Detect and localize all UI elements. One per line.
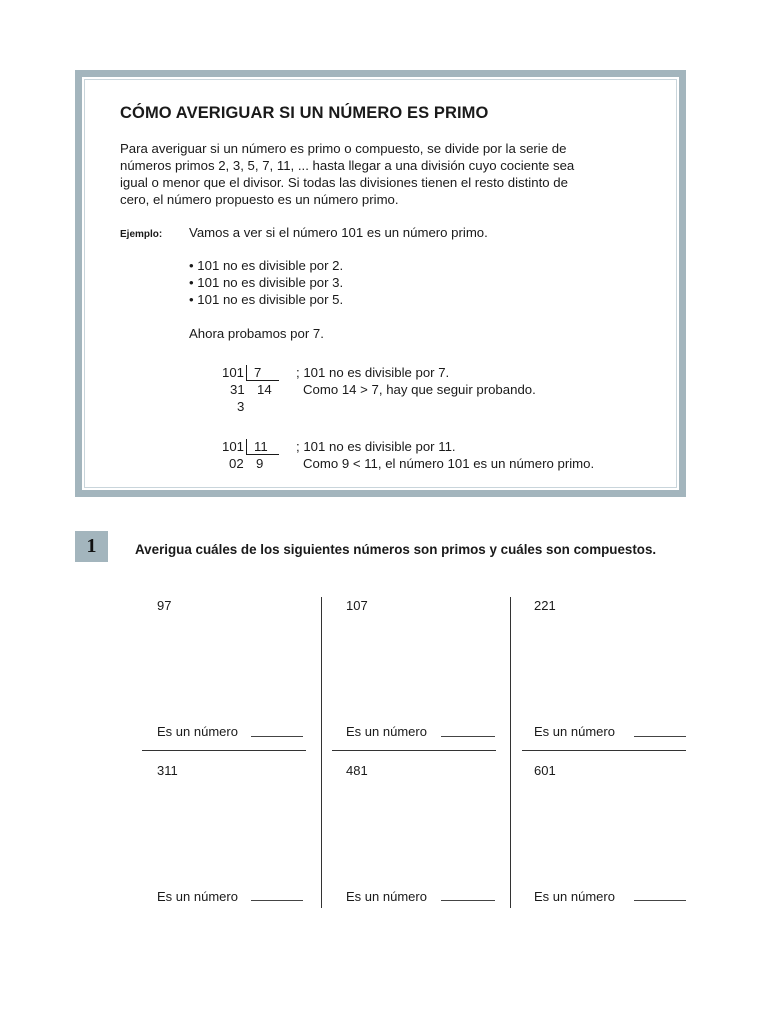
division-note: ; 101 no es divisible por 7.	[296, 365, 450, 380]
grid-divider-horizontal	[522, 750, 686, 751]
division-bracket-vertical	[246, 439, 247, 455]
quotient: 14	[257, 382, 272, 397]
info-box-title: CÓMO AVERIGUAR SI UN NÚMERO ES PRIMO	[120, 104, 489, 122]
division-by-7	[222, 364, 642, 419]
bullet-item: • 101 no es divisible por 5.	[189, 292, 344, 307]
final-remainder: 3	[237, 399, 245, 414]
intro-paragraph	[120, 140, 630, 208]
intro-line: números primos 2, 3, 5, 7, 11, ... hasta llegar a una división cuyo cociente sea	[120, 158, 575, 173]
exercise-number: 311	[157, 763, 178, 778]
exercise-number: 97	[157, 598, 172, 613]
exercise-number: 221	[534, 598, 556, 613]
dividend: 101	[222, 365, 245, 380]
partial-remainder: 31	[230, 382, 245, 397]
intro-line: cero, el número propuesto es un número primo.	[120, 192, 399, 207]
example-text: Vamos a ver si el número 101 es un número primo.	[189, 225, 488, 240]
exercise-number: 481	[346, 763, 368, 778]
exercise-instruction: Averigua cuáles de los siguientes números son primos y cuáles son compuestos.	[135, 542, 657, 557]
partial-remainder: 02	[229, 456, 244, 471]
division-note: Como 9 < 11, el número 101 es un número primo.	[303, 456, 595, 471]
dividend: 101	[222, 439, 245, 454]
quotient: 9	[256, 456, 264, 471]
grid-divider-horizontal	[142, 750, 306, 751]
now-try-text: Ahora probamos por 7.	[189, 326, 324, 341]
example-label: Ejemplo:	[120, 229, 163, 240]
grid-divider-vertical	[321, 597, 322, 908]
answer-label: Es un número	[346, 724, 427, 739]
answer-label: Es un número	[534, 724, 615, 739]
answer-blank[interactable]	[441, 900, 495, 901]
bullet-item: • 101 no es divisible por 3.	[189, 275, 344, 290]
division-note: ; 101 no es divisible por 11.	[296, 439, 456, 454]
bullet-item: • 101 no es divisible por 2.	[189, 258, 344, 273]
answer-blank[interactable]	[441, 736, 495, 737]
answer-blank[interactable]	[634, 736, 686, 737]
answer-blank[interactable]	[251, 736, 303, 737]
exercise-number: 107	[346, 598, 368, 613]
answer-label: Es un número	[534, 889, 615, 904]
divisor: 7	[254, 365, 262, 380]
answer-label: Es un número	[346, 889, 427, 904]
grid-divider-horizontal	[332, 750, 496, 751]
division-by-11	[222, 438, 652, 478]
info-box	[75, 70, 686, 497]
exercise-number-badge: 1	[75, 531, 108, 562]
division-bracket-vertical	[246, 365, 247, 381]
answer-label: Es un número	[157, 724, 238, 739]
bullet-list	[189, 257, 343, 308]
answer-blank[interactable]	[634, 900, 686, 901]
answer-label: Es un número	[157, 889, 238, 904]
divisor: 11	[254, 439, 268, 454]
division-note: Como 14 > 7, hay que seguir probando.	[303, 382, 536, 397]
exercise-number: 601	[534, 763, 556, 778]
answer-blank[interactable]	[251, 900, 303, 901]
intro-line: igual o menor que el divisor. Si todas las divisiones tienen el resto distinto de	[120, 175, 568, 190]
intro-line: Para averiguar si un número es primo o compuesto, se divide por la serie de	[120, 141, 567, 156]
grid-divider-vertical	[510, 597, 511, 908]
